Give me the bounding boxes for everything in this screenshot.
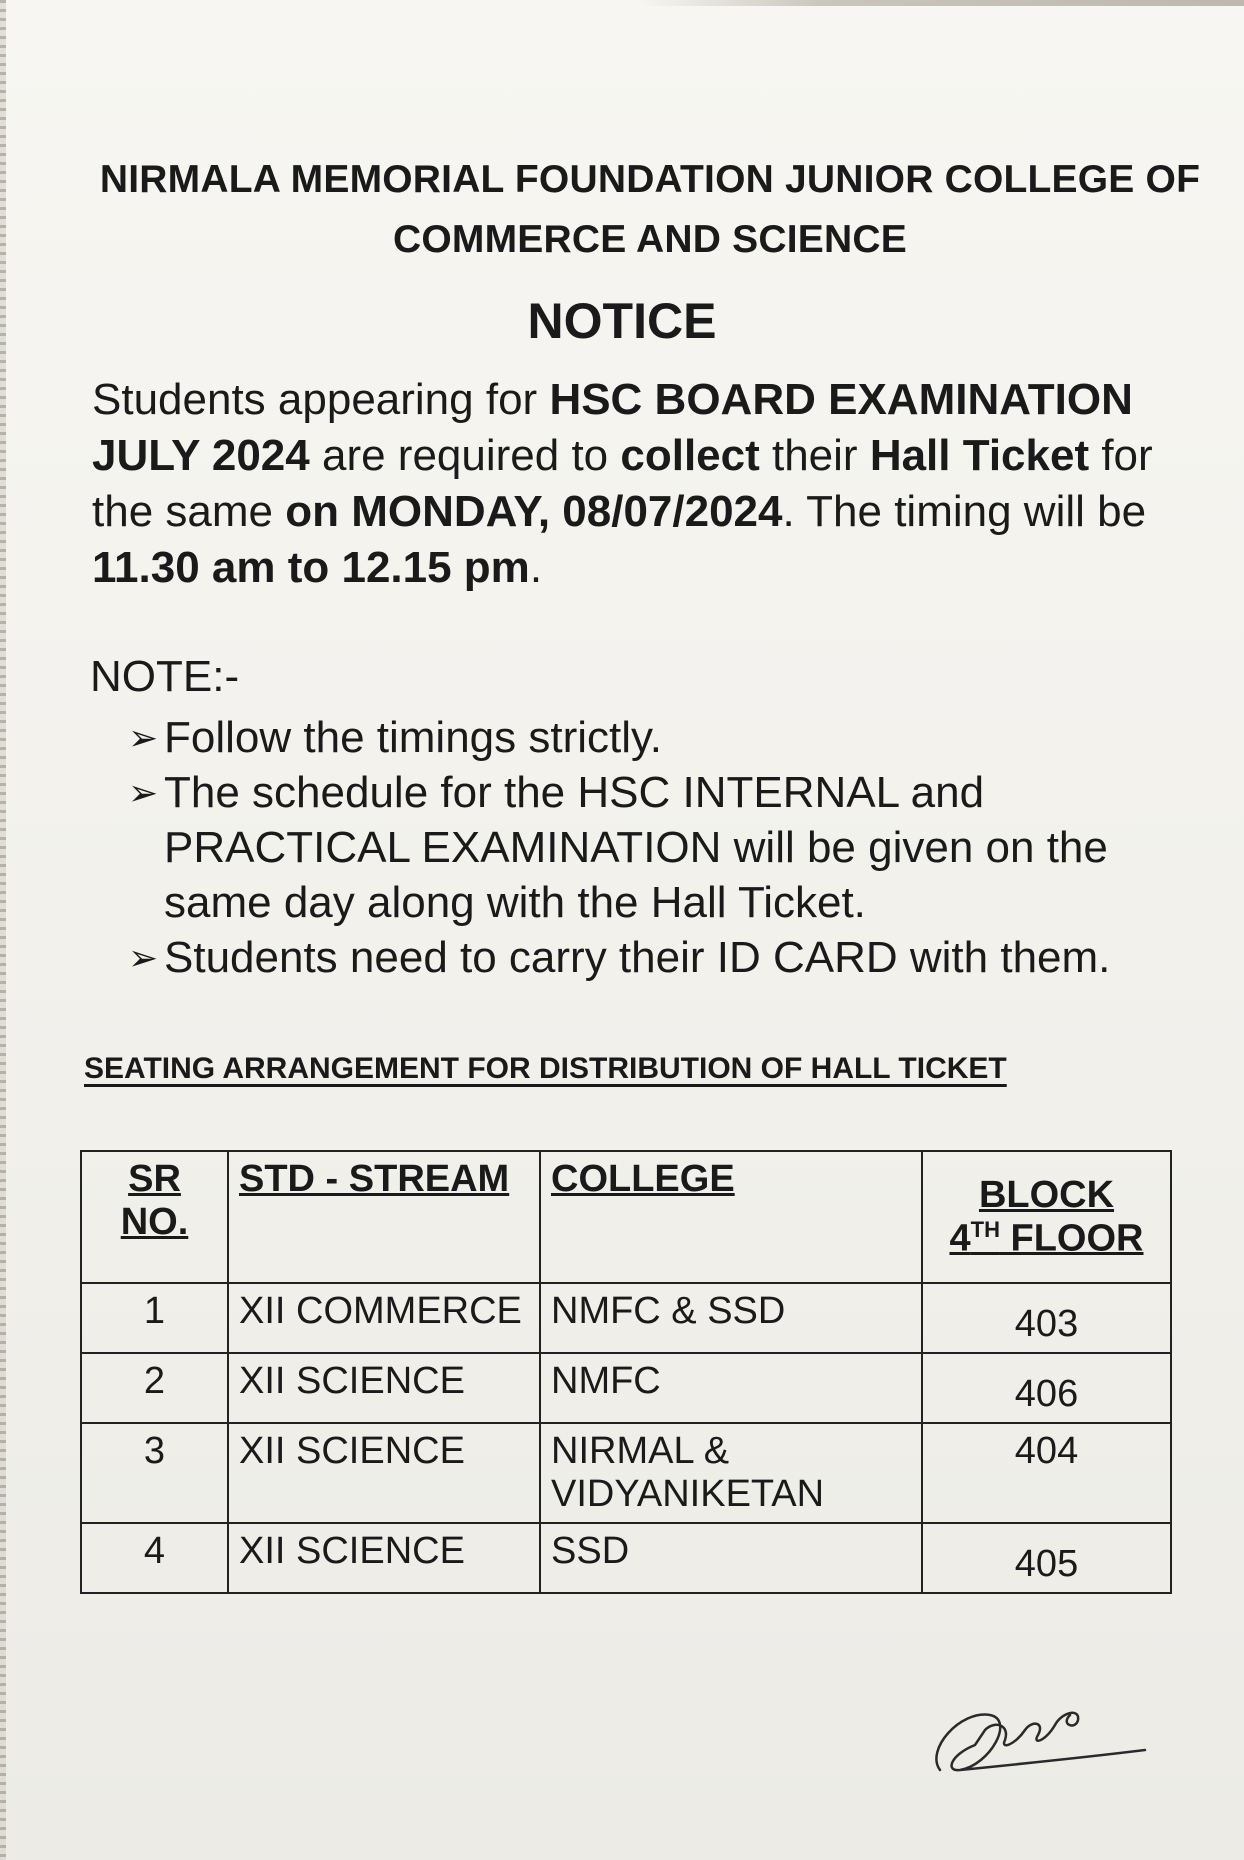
note-list [128, 710, 1168, 985]
table-header-row [81, 1151, 1171, 1283]
collection-time: 11.30 am to 12.15 pm [92, 543, 530, 592]
para-text: . [529, 543, 543, 592]
col-header-std: STD - STREAM [228, 1151, 540, 1283]
seating-table [80, 1150, 1172, 1594]
note-text: Follow the timings strictly. [164, 713, 662, 762]
cell-std: XII SCIENCE [228, 1423, 540, 1523]
cell-sr: 2 [81, 1353, 228, 1423]
block-line1: BLOCK [978, 1173, 1115, 1216]
col-header-college: COLLEGE [540, 1151, 922, 1283]
para-text: . The timing will be [782, 487, 1147, 536]
note-heading: NOTE:- [90, 652, 240, 701]
arrow-bullet-icon: ➢ [128, 717, 159, 758]
exam-name: HSC BOARD EXAMINATION JULY 2024 [92, 375, 1133, 480]
col-header-block [922, 1151, 1171, 1283]
cell-block: 404 [922, 1423, 1171, 1523]
para-text: Students appearing for [92, 375, 550, 424]
cell-block: 403 [922, 1283, 1171, 1353]
block-floor-rest: FLOOR [999, 1217, 1144, 1260]
note-item [128, 930, 1168, 985]
cell-std: XII COMMERCE [228, 1283, 540, 1353]
collection-date: on MONDAY, 08/07/2024 [285, 487, 783, 536]
para-text: for the same [92, 431, 1153, 536]
arrow-bullet-icon: ➢ [128, 772, 159, 813]
cell-college: NIRMAL & VIDYANIKETAN [540, 1423, 922, 1523]
cell-block: 406 [922, 1353, 1171, 1423]
cell-sr: 4 [81, 1523, 228, 1593]
block-floor-sup: TH [970, 1216, 1000, 1242]
notice-paragraph [92, 372, 1192, 596]
table-row [81, 1423, 1171, 1523]
table-row [81, 1283, 1171, 1353]
cell-std: XII SCIENCE [228, 1523, 540, 1593]
notice-title: NOTICE [527, 293, 717, 349]
note-item [128, 710, 1168, 765]
seating-heading: SEATING ARRANGEMENT FOR DISTRIBUTION OF HALL TICKET [84, 1052, 1007, 1085]
cell-sr: 3 [81, 1423, 228, 1523]
note-text: Students need to carry their ID CARD with them. [164, 933, 1111, 982]
signature [920, 1670, 1150, 1790]
college-name [80, 150, 1220, 270]
cell-block: 405 [922, 1523, 1171, 1593]
collect-word: collect [620, 431, 760, 480]
cell-college: NMFC [540, 1353, 922, 1423]
college-name-line2: COMMERCE AND SCIENCE [393, 218, 907, 261]
college-name-line1: NIRMALA MEMORIAL FOUNDATION JUNIOR COLLEGE OF [99, 158, 1201, 201]
table-row [81, 1523, 1171, 1593]
cell-college: SSD [540, 1523, 922, 1593]
cell-college: NMFC & SSD [540, 1283, 922, 1353]
arrow-bullet-icon: ➢ [128, 937, 159, 978]
paper-edge-left [0, 0, 6, 1860]
table-row [81, 1353, 1171, 1423]
note-item [128, 765, 1168, 930]
col-header-sr: SR NO. [81, 1151, 228, 1283]
para-text: their [759, 431, 870, 480]
block-floor-num: 4 [949, 1217, 971, 1260]
cell-sr: 1 [81, 1283, 228, 1353]
cell-std: XII SCIENCE [228, 1353, 540, 1423]
hall-ticket-word: Hall Ticket [869, 431, 1090, 480]
para-text: are required to [309, 431, 621, 480]
note-text: The schedule for the HSC INTERNAL and PRACTICAL EXAMINATION will be given on the same day along with the Hall Ticket. [164, 768, 1108, 927]
paper-edge-top [640, 0, 1244, 6]
